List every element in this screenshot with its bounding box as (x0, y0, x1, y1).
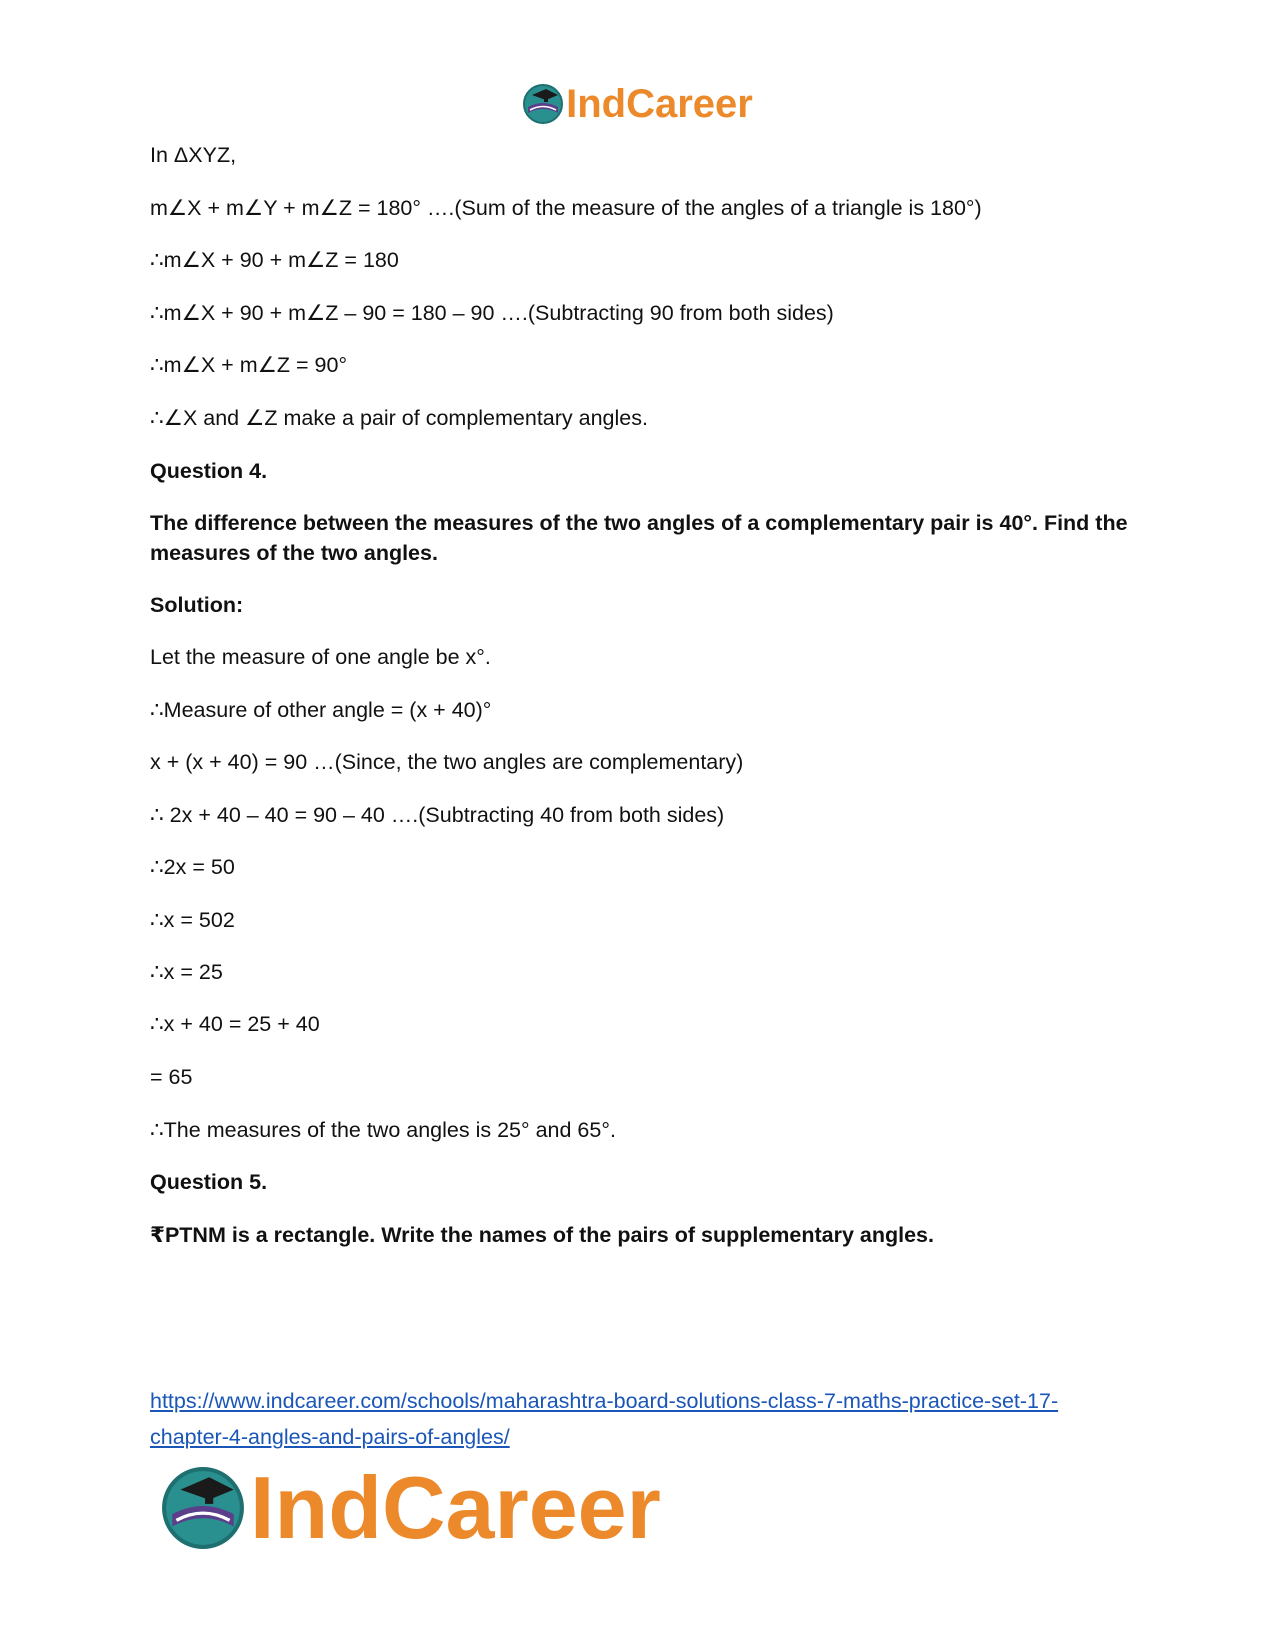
text-line: ∴x = 502 (150, 908, 235, 932)
source-link[interactable]: https://www.indcareer.com/schools/maharashtra-board-solutions-class-7-maths-practice-set-17-chapter-4-angles-and-pairs-of-angles/ (150, 1389, 1059, 1449)
logo-text: IndCareer (250, 1458, 661, 1557)
question-heading: Question 5. (150, 1170, 268, 1194)
text-line: ∴x + 40 = 25 + 40 (150, 1012, 320, 1036)
text-line: ∴2x = 50 (150, 855, 235, 879)
footer-logo (160, 1458, 661, 1557)
text-line: = 65 (150, 1065, 193, 1089)
globe-book-icon (160, 1465, 246, 1551)
solution-heading: Solution: (150, 593, 244, 617)
text-line: ∴m∠X + 90 + m∠Z = 180 (150, 248, 399, 272)
text-line: m∠X + m∠Y + m∠Z = 180° ….(Sum of the measure of the angles of a triangle is 180°) (150, 196, 982, 220)
text-line: ∴The measures of the two angles is 25° and 65°. (150, 1118, 616, 1142)
text-line: ∴∠X and ∠Z make a pair of complementary angles. (150, 406, 648, 430)
question-text: ₹PTNM is a rectangle. Write the names of the pairs of supplementary angles. (150, 1223, 934, 1247)
header-logo (0, 78, 1275, 130)
globe-book-icon (522, 83, 564, 125)
text-line: ∴Measure of other angle = (x + 40)° (150, 698, 492, 722)
indcareer-logo (160, 1458, 661, 1557)
text-line: In ΔXYZ, (150, 143, 237, 167)
question-text: The difference between the measures of the two angles of a complementary pair is 40°. Find the measures of the two angles. (150, 511, 1128, 565)
text-line: ∴ 2x + 40 – 40 = 90 – 40 ….(Subtracting 40 from both sides) (150, 803, 725, 827)
logo-text: IndCareer (566, 82, 753, 126)
indcareer-logo (522, 83, 753, 125)
text-line: x + (x + 40) = 90 …(Since, the two angles are complementary) (150, 750, 744, 774)
question-heading: Question 4. (150, 459, 268, 483)
text-line: ∴m∠X + m∠Z = 90° (150, 353, 348, 377)
text-line: Let the measure of one angle be x°. (150, 645, 491, 669)
text-line: ∴m∠X + 90 + m∠Z – 90 = 180 – 90 ….(Subtracting 90 from both sides) (150, 301, 834, 325)
text-line: ∴x = 25 (150, 960, 223, 984)
